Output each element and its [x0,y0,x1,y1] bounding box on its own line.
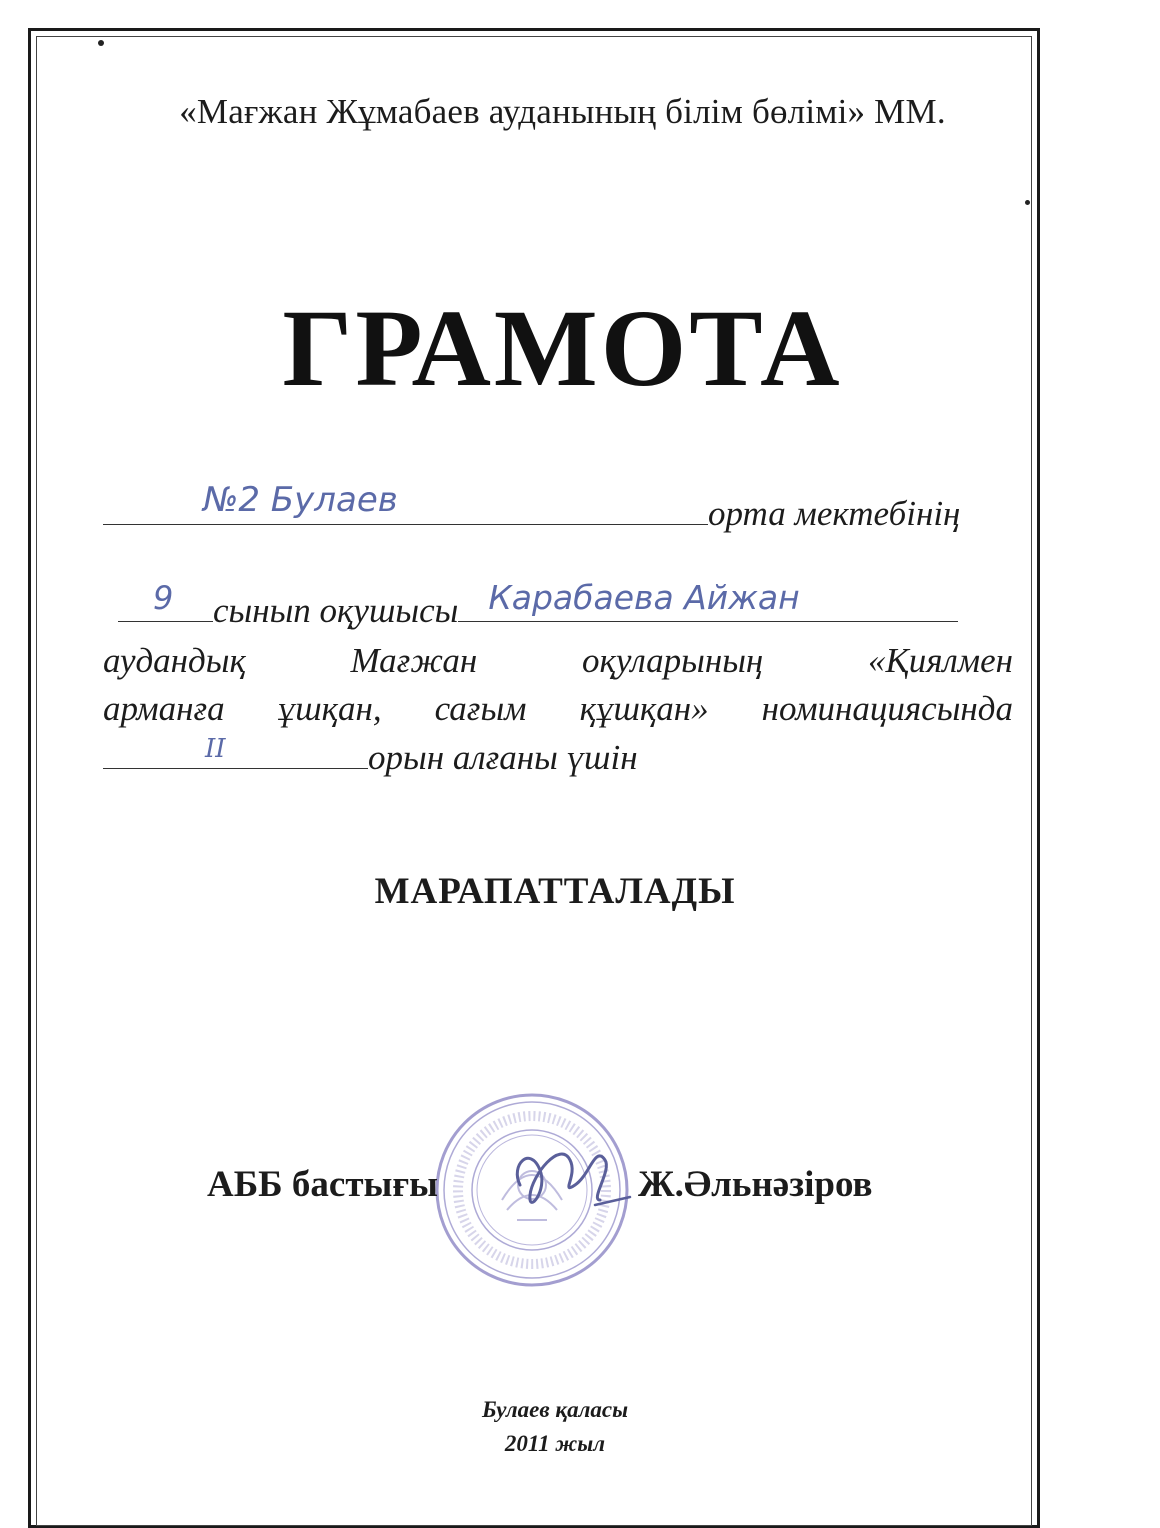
class-middle-text: сынып оқушысы [213,591,459,630]
certificate-border-inner [36,36,1032,1526]
award-text-line2: арманға ұшқан, сағым құшқан» номинациясында [103,689,1013,728]
awarded-heading: МАРАПАТТАЛАДЫ [374,871,736,912]
certificate-title: ГРАМОТА [282,287,843,409]
grade-blank [118,579,213,622]
place-suffix: орын алғаны үшін [368,738,638,777]
scan-speck [1025,200,1030,205]
signatory-title: АББ бастығы [207,1164,439,1205]
grade-handwritten: 9 [153,579,174,617]
place-blank [103,732,368,769]
handwritten-signature [500,1125,635,1235]
signatory-name: Ж.Әльнәзіров [638,1164,873,1205]
institution-header: «Мағжан Жұмабаев ауданының білім бөлімі» ММ. [179,92,946,131]
footer-year: 2011 жыл [504,1431,606,1456]
name-blank [458,578,958,622]
school-handwritten: №2 Булаев [203,480,398,520]
student-name-handwritten: Карабаева Айжан [488,578,800,617]
footer [0,1393,1110,1461]
school-line [103,480,961,534]
footer-city: Булаев қаласы [481,1397,629,1422]
scan-speck [98,40,104,46]
class-line [103,578,958,631]
place-handwritten: II [205,734,226,764]
school-suffix: орта мектебінің [708,494,961,533]
award-text-line1: аудандық Мағжан оқуларының «Қиялмен [103,641,1013,680]
place-line [103,732,638,778]
school-blank [103,480,708,525]
